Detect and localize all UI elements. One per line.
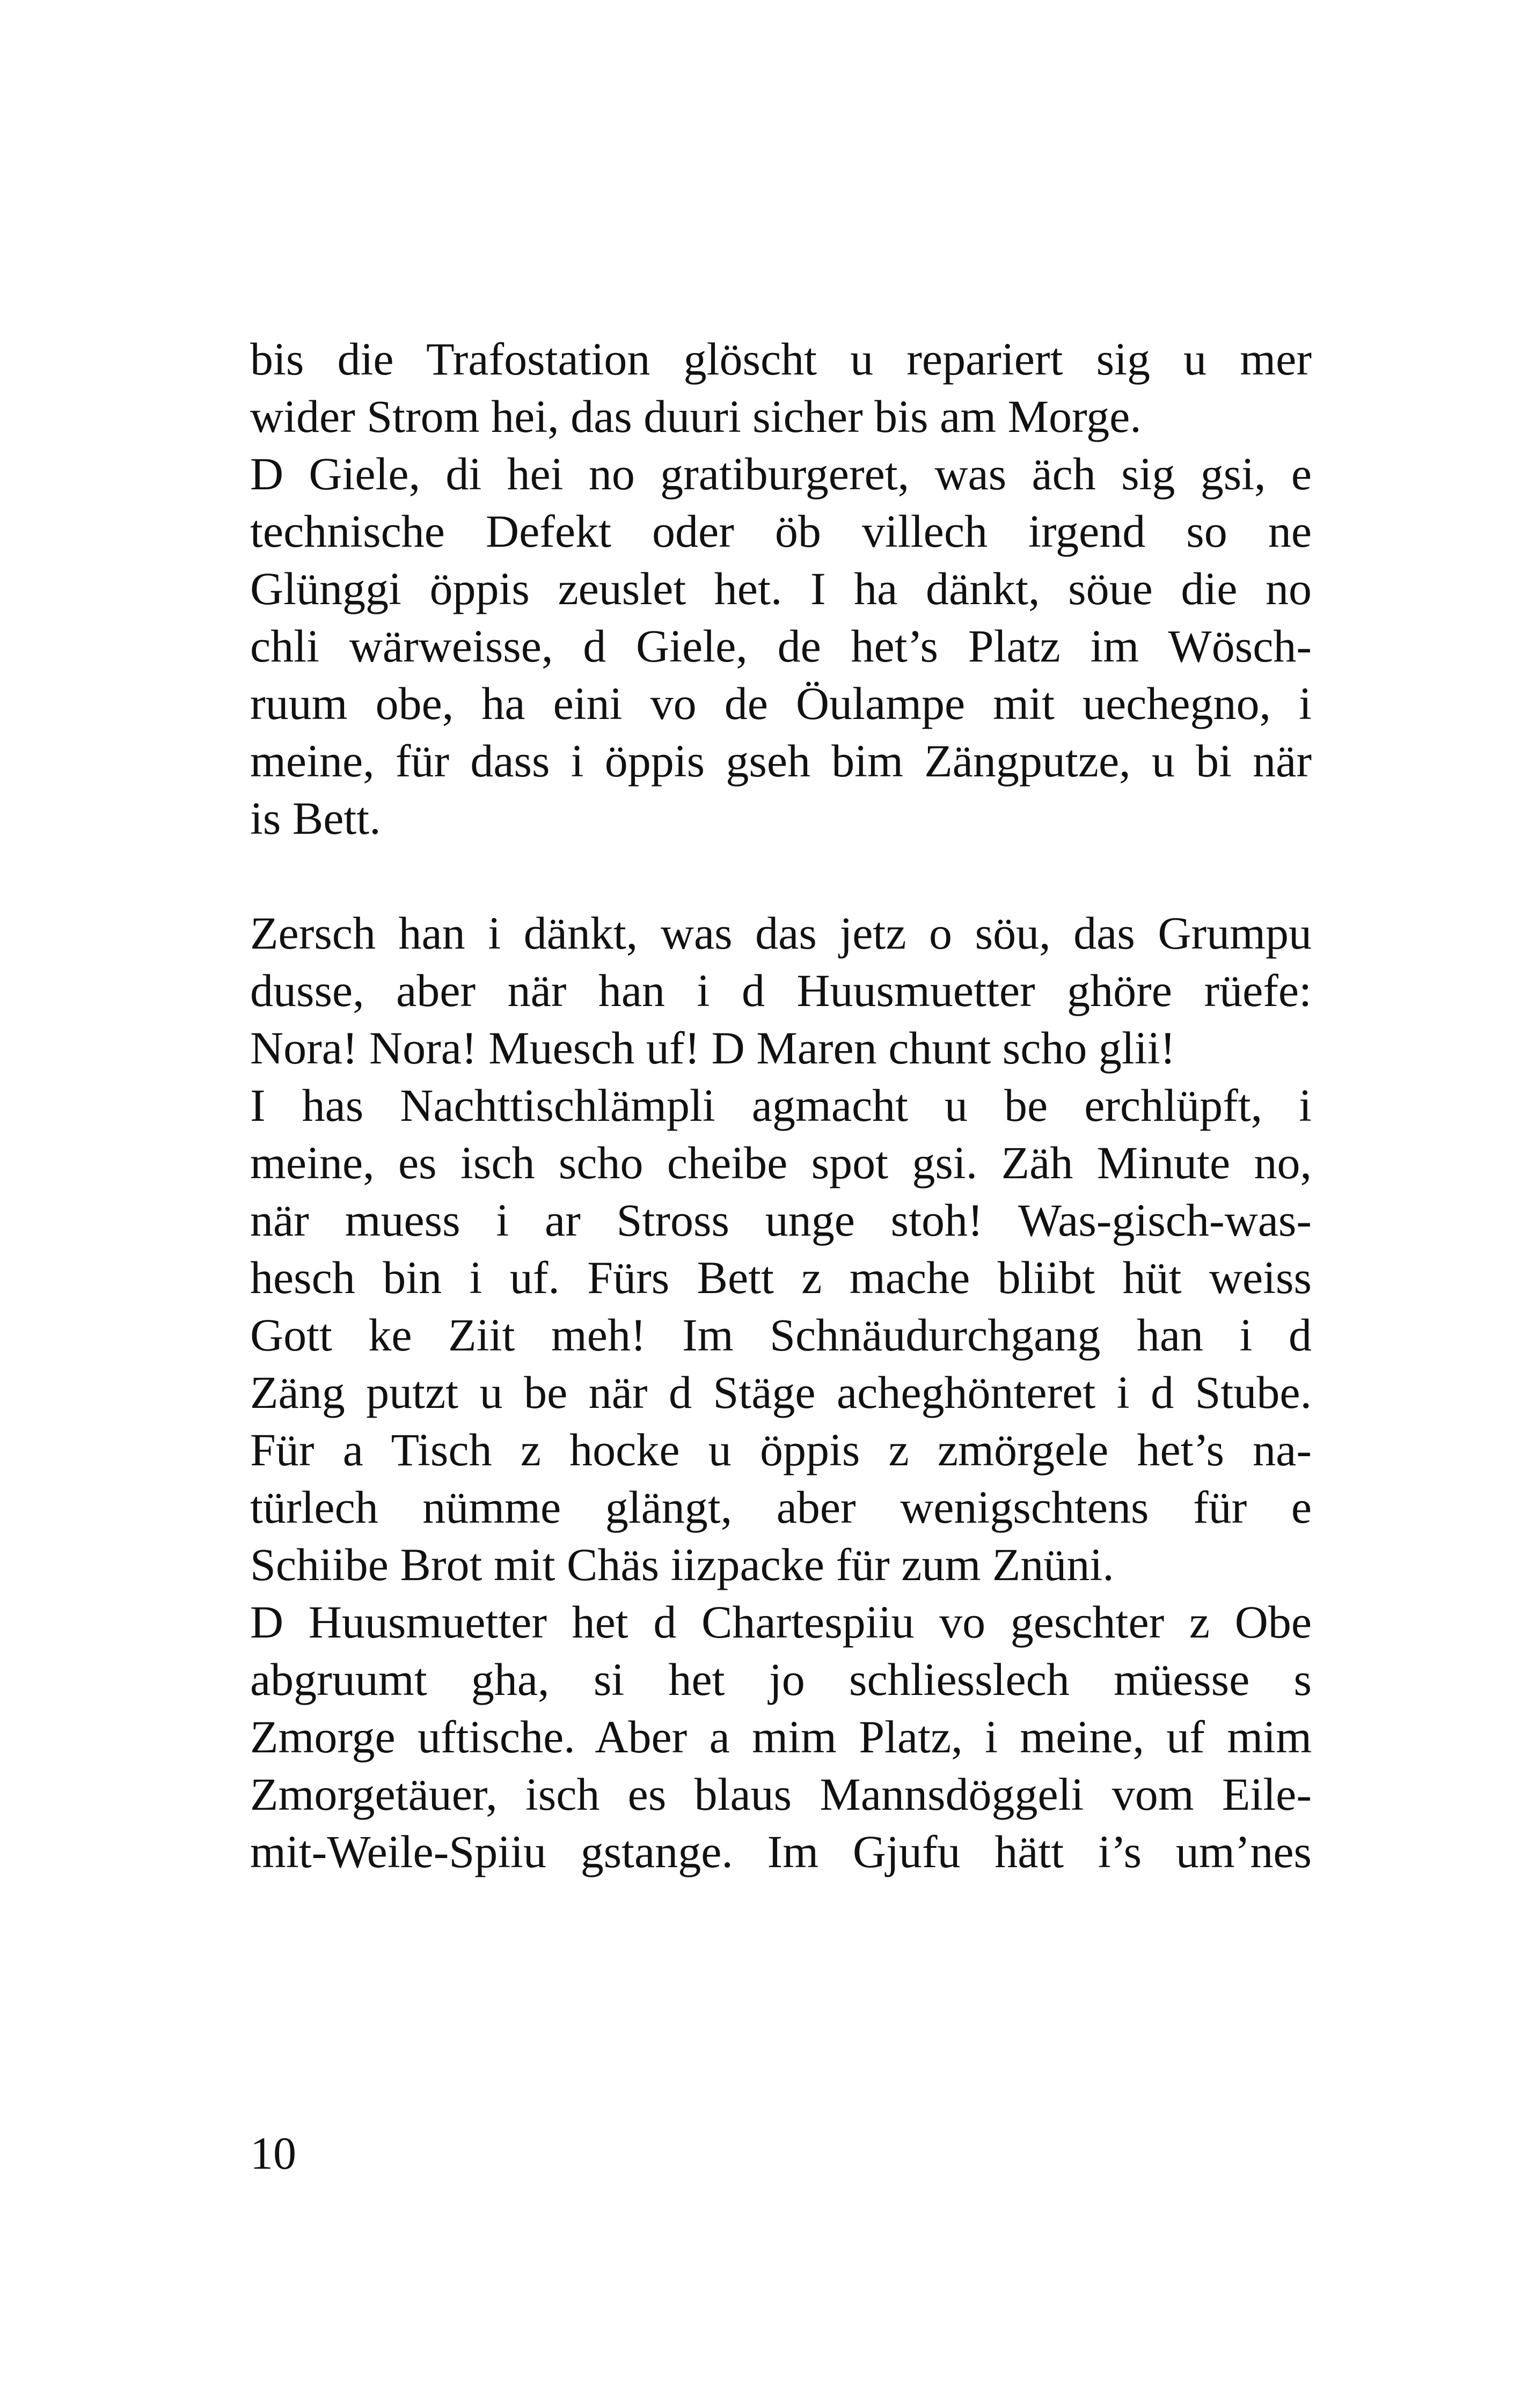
text-line: Zersch han i dänkt, was das jetz o söu, das Grumpu [250,907,1312,959]
text-line: Zäng putzt u be när d Stäge acheghönteret i d Stube. [250,1367,1312,1418]
text-line: meine, es isch scho cheibe spot gsi. Zäh Minute no, [250,1137,1312,1188]
text-line: abgruumt gha, si het jo schliesslech müesse s [250,1654,1312,1705]
text-line: ruum obe, ha eini vo de Öulampe mit uechegno, i [250,678,1312,729]
text-line: wider Strom hei, das duuri sicher bis am Morge. [250,391,1142,442]
text-line: D Huusmuetter het d Chartespiiu vo geschter z Obe [250,1596,1312,1648]
text-line: dusse, aber när han i d Huusmuetter ghöre rüefe: [250,965,1312,1016]
text-line: mit-Weile-Spiiu gstange. Im Gjufu hätt i’s um’nes [250,1826,1312,1877]
paragraph-gap [250,847,1312,905]
text-line: meine, für dass i öppis gseh bim Zängputze, u bi när [250,735,1312,787]
text-line: bis die Trafostation glöscht u repariert sig u mer [250,333,1312,385]
text-line: Glünggi öppis zeuslet het. I ha dänkt, söue die no [250,563,1312,614]
text-line: Zmorge uftische. Aber a mim Platz, i meine, uf mim [250,1711,1312,1763]
page-number: 10 [250,2127,296,2179]
text-line: när muess i ar Stross unge stoh! Was-gisch-was- [250,1194,1312,1246]
text-line: Für a Tisch z hocke u öppis z zmörgele het’s na- [250,1424,1312,1475]
text-line: technische Defekt oder öb villech irgend so ne [250,505,1312,557]
text-line: hesch bin i uf. Fürs Bett z mache bliibt hüt weiss [250,1252,1312,1303]
text-line: Schiibe Brot mit Chäs iizpacke für zum Znüni. [250,1539,1114,1590]
text-line: Zmorgetäuer, isch es blaus Mannsdöggeli vom Eile- [250,1768,1312,1820]
text-line: türlech nümme glängt, aber wenigschtens für e [250,1481,1312,1533]
text-line: Gott ke Ziit meh! Im Schnäudurchgang han i d [250,1309,1312,1361]
text-line: I has Nachttischlämpli agmacht u be erchlüpft, i [250,1080,1312,1131]
text-line: Nora! Nora! Muesch uf! D Maren chunt scho glii! [250,1022,1176,1074]
body-text [250,331,1312,1881]
text-line: chli wärweisse, d Giele, de het’s Platz im Wösch- [250,620,1312,672]
text-line: is Bett. [250,792,381,844]
text-line: D Giele, di hei no gratiburgeret, was äch sig gsi, e [250,448,1312,500]
